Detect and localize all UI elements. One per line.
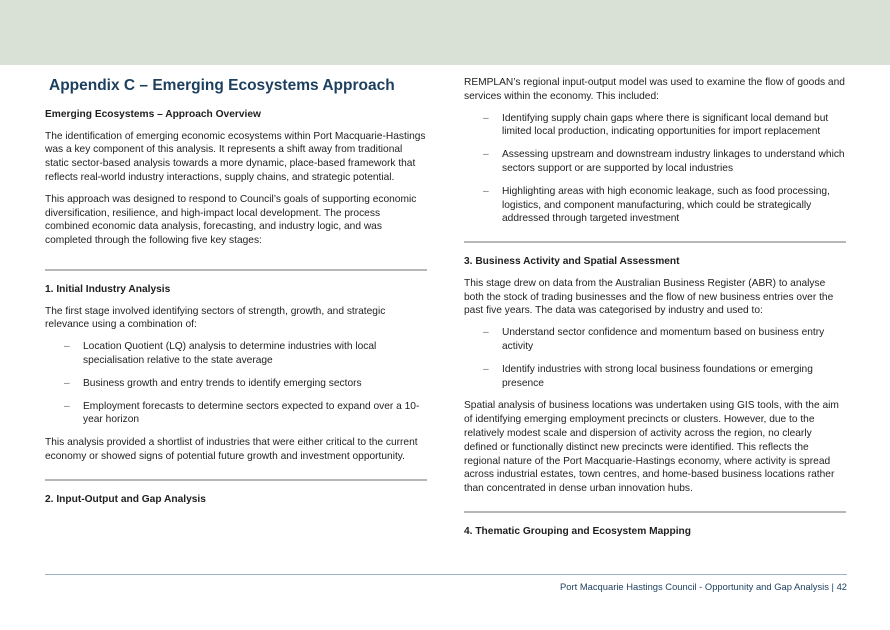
dash-bullet: – <box>64 377 70 389</box>
dash-bullet: – <box>483 112 489 124</box>
dash-bullet: – <box>483 185 489 197</box>
page-footer: Port Macquarie Hastings Council - Opportunity and Gap Analysis | 42 <box>560 581 847 592</box>
section-heading-1: 1. Initial Industry Analysis <box>45 283 171 295</box>
section-subtitle: Emerging Ecosystems – Approach Overview <box>45 109 261 120</box>
list-item: – Understand sector confidence and momentum based on business entry activity <box>483 327 825 352</box>
intro-paragraph-2: This approach was designed to respond to Council’s goals of supporting economic diversification, resilience, and high-impact local development. The process combined economic data analysis, forecasting, and industry logic, and was completed through the following five key stages: <box>45 193 417 247</box>
dash-bullet: – <box>64 400 70 412</box>
section1-paragraph: The first stage involved identifying sectors of strength, growth, and strategic relevance using a combination of: <box>45 305 386 331</box>
list-item: – Employment forecasts to determine sectors expected to expand over a 10-year horizon <box>64 400 420 426</box>
dash-bullet: – <box>483 149 489 161</box>
footer-divider <box>45 574 847 575</box>
section-divider <box>45 479 427 481</box>
list-item: – Identify industries with strong local business foundations or emerging presence <box>483 363 813 389</box>
dash-bullet: – <box>483 327 489 339</box>
section2-paragraph: REMPLAN’s regional input-output model was used to examine the flow of goods and services within the economy. This included: <box>464 77 845 102</box>
section-divider <box>464 241 846 243</box>
page-title: Appendix C – Emerging Ecosystems Approach <box>49 77 395 94</box>
section3-list <box>464 326 846 390</box>
right-column <box>464 76 846 547</box>
section2-list <box>464 112 846 227</box>
section1-list <box>45 340 427 427</box>
section3-closing: Spatial analysis of business locations was undertaken using GIS tools, with the aim of identifying emerging employment precincts or clusters. However, due to the relatively modest scale and dispersion of activity across the region, no clearly defined or functionally distinct new precincts were identified. This reflects the regional nature of the Port Macquarie-Hastings economy, where activity is spread across industrial estates, town centres, and home-based business locations rather than concentrated in dense urban innovation hubs. <box>464 400 839 495</box>
header-band <box>0 0 890 65</box>
dash-bullet: – <box>483 363 489 375</box>
left-column <box>45 76 427 514</box>
section-heading-2: 2. Input-Output and Gap Analysis <box>45 493 206 505</box>
list-item: – Identifying supply chain gaps where there is significant local demand but limited local production, indicating opportunities for import replacement <box>483 112 829 138</box>
section-divider <box>464 511 846 513</box>
list-item: – Highlighting areas with high economic leakage, such as food processing, logistics, and component manufacturing, which could be strategically addressed through targeted investment <box>483 185 830 225</box>
list-item: – Assessing upstream and downstream industry linkages to understand which sectors support or are supported by local industries <box>483 149 845 174</box>
intro-paragraph-1: The identification of emerging economic ecosystems within Port Macquarie-Hastings was a key component of this analysis. It represents a shift away from traditional static sector-based analysis towards a more dynamic, place-based framework that reflects real-world industry interactions, supply chains, and strategic potential. <box>45 130 426 183</box>
section-heading-3: 3. Business Activity and Spatial Assessment <box>464 256 680 268</box>
section1-closing: This analysis provided a shortlist of industries that were either critical to the current economy or showed signs of potential future growth and investment opportunity. <box>45 437 418 462</box>
section-heading-4: 4. Thematic Grouping and Ecosystem Mapping <box>464 525 691 537</box>
list-item: – Location Quotient (LQ) analysis to determine industries with local specialisation relative to the state average <box>64 341 377 366</box>
dash-bullet: – <box>64 341 70 353</box>
section-divider <box>45 269 427 271</box>
section3-paragraph: This stage drew on data from the Australian Business Register (ABR) to analyse both the stock of trading businesses and the flow of new business entries over the past five years. The data was categorised by industry and used to: <box>464 277 834 317</box>
list-item: – Business growth and entry trends to identify emerging sectors <box>64 377 362 389</box>
